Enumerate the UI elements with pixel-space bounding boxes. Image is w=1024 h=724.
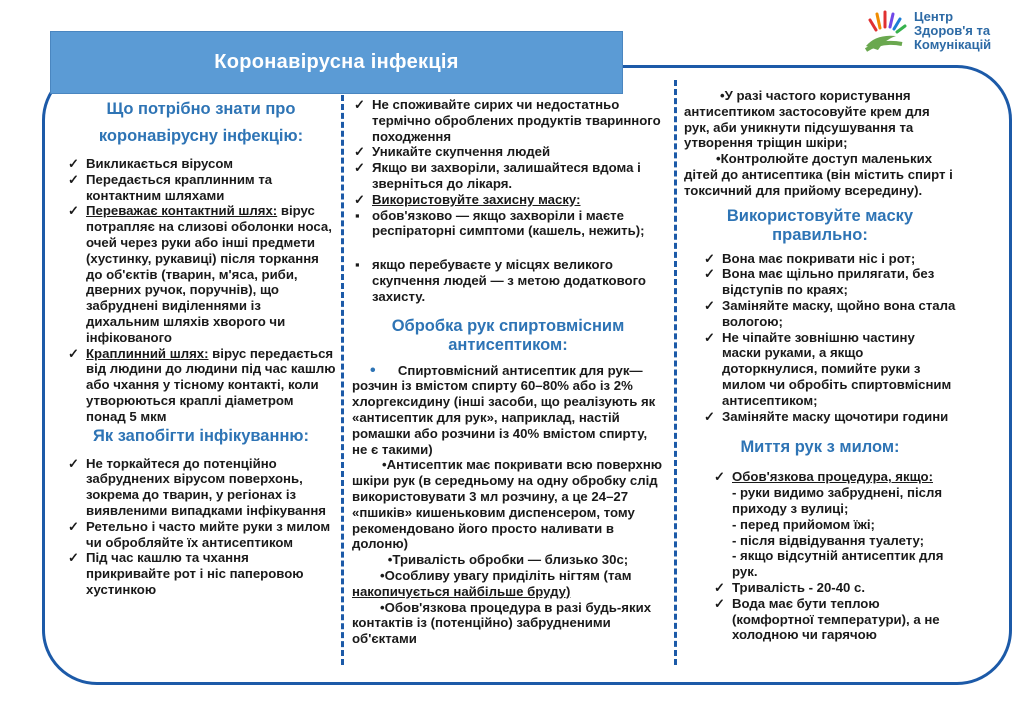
list-item — [66, 346, 336, 425]
prevention-list-cont — [352, 97, 664, 305]
column-3 — [684, 88, 956, 643]
list-item: ✓ Передається краплинним та контактним шляхами — [66, 172, 336, 204]
list-item: ✓ Не торкайтеся до потенційно забруднених вірусом поверхонь, зокрема до тварин, у регіонах із виявленими випадками інфікування — [66, 456, 336, 519]
logo-line1: Центр — [914, 9, 954, 24]
antiseptic-paragraph-5: •Обов'язкова процедура в разі будь-яких контактів із (потенційно) забрудненими об'єктами — [352, 599, 652, 647]
logo-line2: Здоров'я та — [914, 23, 991, 38]
list-item: ▪ обов'язково — якщо захворіли і маєте респіраторні симптоми (кашель, нежить); — [352, 208, 664, 240]
list-item: ✓ Ретельно і часто мийте руки з милом чи обробляйте їх антисептиком — [66, 519, 336, 551]
bullet-icon: • — [370, 361, 398, 379]
mask-label: Використовуйте захисну маску: — [372, 191, 581, 207]
page-title: Коронавірусна інфекція — [214, 51, 459, 73]
col1-heading — [66, 100, 336, 146]
antiseptic-text-4b: накопичується найбільше бруду) — [352, 583, 571, 599]
list-item: - після відвідування туалету; — [732, 532, 925, 548]
prevention-heading: Як запобігти інфікуванню: — [93, 426, 309, 445]
contact-route-label: Переважає контактний шлях: — [86, 203, 278, 219]
list-item: ✓ Викликається вірусом — [66, 156, 336, 172]
list-item: - перед прийомом їжі; — [732, 516, 875, 532]
title-banner — [50, 31, 623, 94]
children-paragraph: •Контролюйте доступ маленьких дітей до антисептика (він містить спирт і токсичний для прийому всередину). — [684, 151, 953, 198]
list-item: ✓ Вона має покривати ніс і рот; — [702, 251, 956, 267]
col1-heading-line2: коронавірусну інфекцію: — [98, 127, 304, 145]
list-item: ▪ якщо перебуваєте у місцях великого скупчення людей — з метою додаткового захисту. — [352, 257, 664, 304]
list-item — [712, 469, 956, 485]
contact-route-text: вірус потрапляє на слизові оболонки носа, очей через руки або інші предмети (хустинку, рукавиці) після торкання до об'єктів (тварин, м'яса, риби, дверних ручок, поручнів), що забруднені виділеннями із дихальним шляхів хворого чи інфікованого — [86, 203, 332, 345]
list-item: ✓ Під час кашлю та чхання прикривайте рот і ніс паперовою хустинкою — [66, 550, 336, 597]
list-item: ✓ Вода має бути теплою (комфортної температури), а не холодною чи гарячою — [712, 596, 956, 643]
mask-list — [684, 251, 956, 425]
list-item: ✓ Якщо ви захворіли, залишайтеся вдома і зверніться до лікаря. — [352, 160, 664, 192]
list-item: ✓ Уникайте скупчення людей — [352, 144, 664, 160]
wash-heading: Миття рук з милом: — [740, 438, 900, 457]
list-item: ✓ Заміняйте маску, щойно вона стала вологою; — [702, 298, 956, 330]
antiseptic-paragraph-1 — [352, 363, 664, 458]
list-item — [352, 192, 664, 208]
antiseptic-text-1: Спиртовмісний антисептик для рук— розчин із вмістом спирту 60–80% або із 2% хлоргексидину (інші засоби, що реалізують як «антисептик для рук», наприклад, настій ромашки або розчини із 40% вмістом спирту, не є такими) — [352, 362, 656, 457]
list-item: - якщо відсутній антисептик для рук. — [732, 548, 944, 580]
list-item: ✓ Не споживайте сирих чи недостатньо термічно оброблених продуктів тваринного походження — [352, 97, 664, 144]
list-item: ✓ Тривалість - 20-40 с. — [712, 580, 956, 596]
divider-right — [674, 80, 677, 665]
divider-left — [341, 95, 344, 665]
prevention-list — [66, 456, 336, 598]
spacer — [352, 239, 664, 257]
antiseptic-text-4a: •Особливу увагу приділіть нігтям (там — [380, 567, 632, 583]
droplet-route-label: Краплинний шлях: — [86, 345, 209, 361]
list-item — [66, 203, 336, 345]
list-item: - руки видимо забруднені, після приходу з вулиці; — [732, 485, 943, 516]
list-item: ✓ Заміняйте маску щочотири години — [702, 409, 956, 425]
logo-line3: Комунікацій — [914, 37, 992, 52]
droplet-route-text: вірус передається від людини до людини під час кашлю або чхання у тісному контакті, коли утворюються краплі діаметром понад 5 мкм — [86, 345, 336, 424]
column-2 — [352, 97, 664, 647]
col1-heading-line1: Що потрібно знати про — [106, 100, 296, 118]
antiseptic-paragraph-4 — [352, 568, 664, 600]
wash-list — [684, 469, 956, 643]
list-item: ✓ Не чіпайте зовнішню частину маски руками, а якщо доторкнулися, помийте руки з милом чи обробіть спиртовмісним антисептиком; — [702, 330, 956, 409]
cream-paragraph: •У разі частого користування антисептиком застосовуйте крем для рук, аби уникнути підсушування та утворення тріщин шкіри; — [684, 88, 930, 151]
antiseptic-paragraph-2: •Антисептик має покривати всю поверхню шкіри рук (в середньому на одну обробку слід використовувати 3 мл розчину, а це 24–27 «пшиків» кишеньковим диспенсером, тому рекомендовано його просто наливати в долоню) — [352, 457, 663, 552]
facts-list — [66, 156, 336, 425]
wash-label: Обов'язкова процедура, якщо: — [732, 469, 933, 485]
antiseptic-heading: Обробка рук спиртовмісним антисептиком: — [391, 316, 625, 354]
column-1 — [66, 100, 336, 598]
list-item: ✓ Вона має щільно прилягати, без відступів по краях; — [702, 266, 956, 298]
logo — [862, 4, 1022, 56]
mask-heading: Використовуйте маску правильно: — [726, 206, 914, 244]
antiseptic-paragraph-3: •Тривалість обробки — близько 30с; — [387, 552, 629, 568]
logo-icon — [862, 6, 914, 54]
